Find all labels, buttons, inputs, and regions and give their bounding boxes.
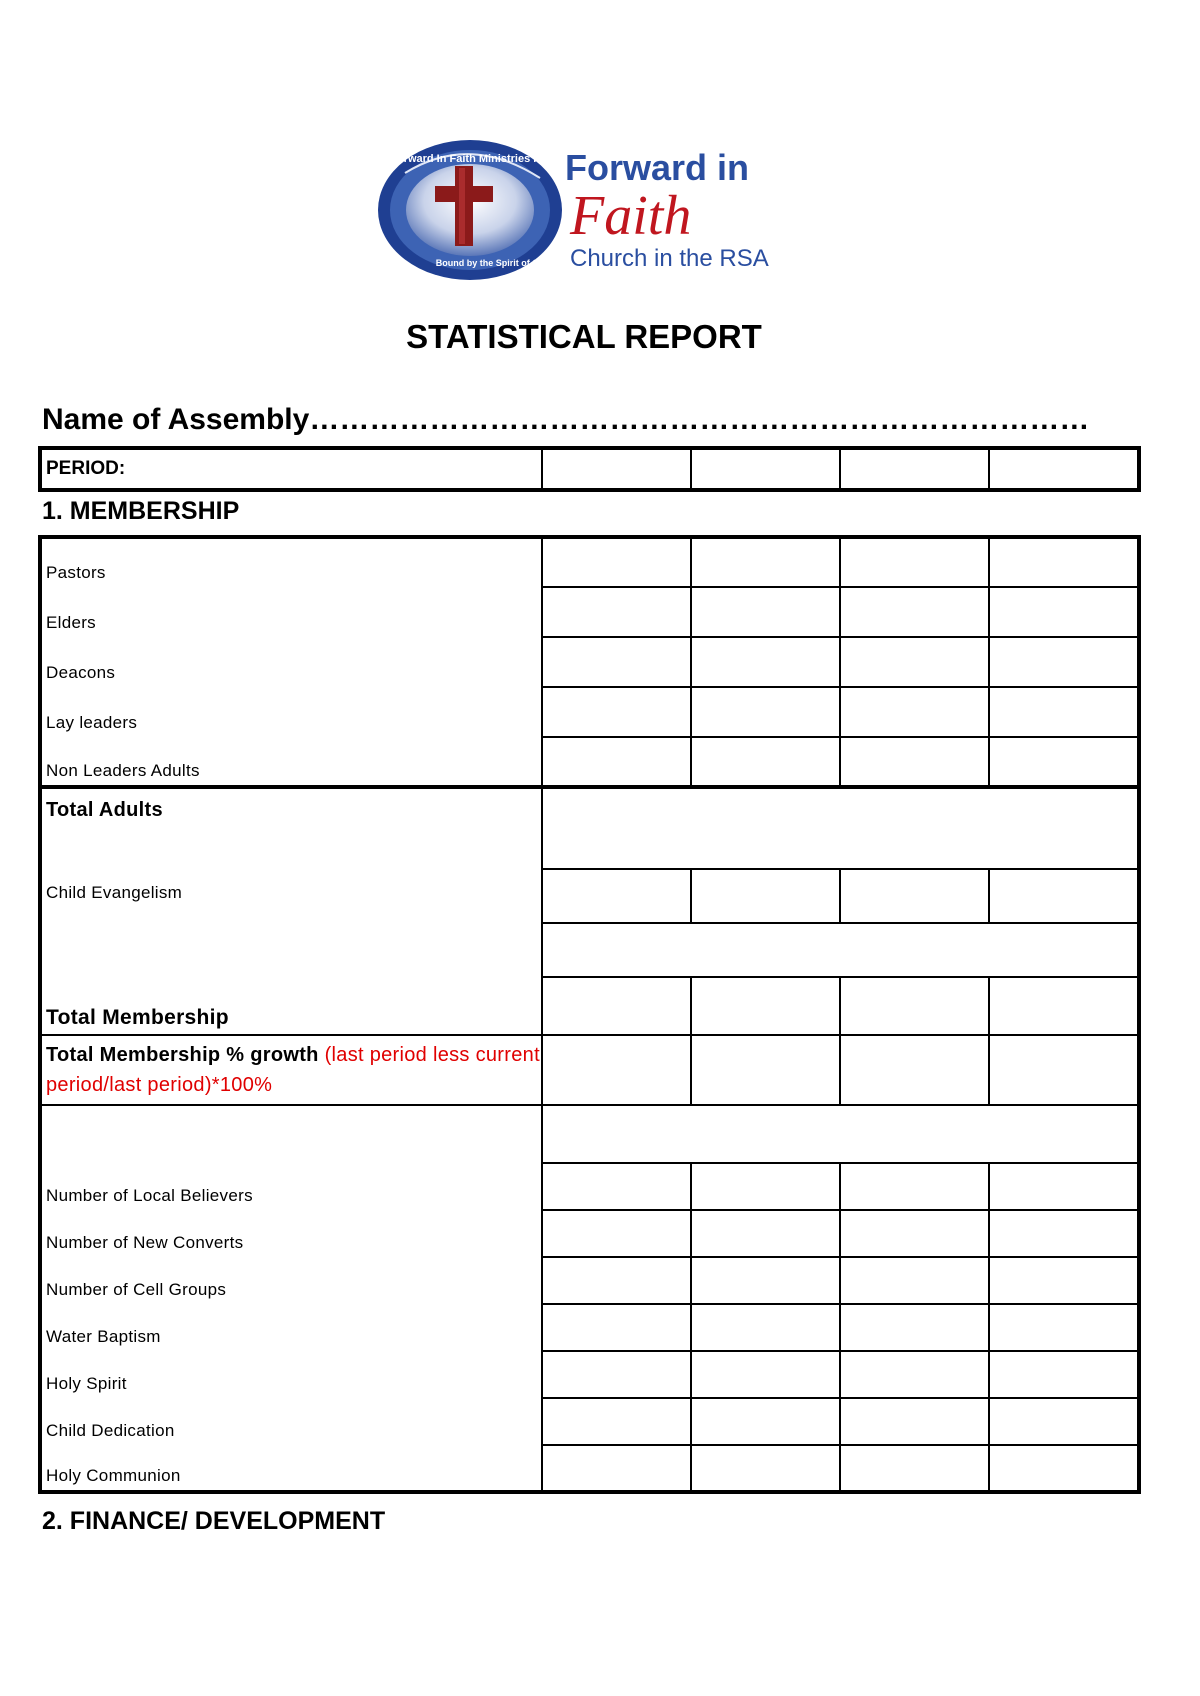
input-cell[interactable] bbox=[542, 1163, 691, 1210]
input-cell[interactable] bbox=[840, 1035, 989, 1105]
input-cell[interactable] bbox=[542, 737, 691, 787]
input-cell[interactable] bbox=[989, 537, 1139, 587]
input-cell[interactable] bbox=[840, 1445, 989, 1492]
input-cell[interactable] bbox=[840, 1398, 989, 1445]
input-cell[interactable] bbox=[691, 587, 840, 637]
blank-merged-cell[interactable] bbox=[542, 1105, 1139, 1163]
row-label-deacons: Deacons bbox=[40, 637, 542, 687]
row-label-pastors: Pastors bbox=[40, 537, 542, 587]
input-cell[interactable] bbox=[691, 1035, 840, 1105]
input-cell[interactable] bbox=[989, 869, 1139, 923]
input-cell[interactable] bbox=[840, 737, 989, 787]
input-cell[interactable] bbox=[840, 1163, 989, 1210]
input-cell[interactable] bbox=[542, 869, 691, 923]
row-label-water-baptism: Water Baptism bbox=[40, 1304, 542, 1351]
section-membership-heading: 1. MEMBERSHIP bbox=[42, 497, 240, 525]
growth-label: Total Membership % growth bbox=[46, 1044, 325, 1066]
period-label: PERIOD: bbox=[40, 448, 542, 490]
input-cell[interactable] bbox=[691, 977, 840, 1035]
input-cell[interactable] bbox=[989, 737, 1139, 787]
page-title: STATISTICAL REPORT bbox=[406, 318, 762, 355]
input-cell[interactable] bbox=[542, 1210, 691, 1257]
growth-formula: (last period less current period/last period)*100% bbox=[46, 1044, 540, 1096]
input-cell[interactable] bbox=[691, 1304, 840, 1351]
input-cell[interactable] bbox=[691, 687, 840, 737]
input-cell[interactable] bbox=[989, 977, 1139, 1035]
input-cell[interactable] bbox=[840, 1304, 989, 1351]
table-row bbox=[40, 1105, 1139, 1163]
table-row bbox=[40, 1210, 1139, 1257]
input-cell[interactable] bbox=[840, 977, 989, 1035]
table-row bbox=[40, 737, 1139, 787]
table-row bbox=[40, 977, 1139, 1035]
input-cell[interactable] bbox=[542, 537, 691, 587]
row-label-new-converts: Number of New Converts bbox=[40, 1210, 542, 1257]
input-cell[interactable] bbox=[542, 977, 691, 1035]
input-cell[interactable] bbox=[989, 1351, 1139, 1398]
table-row bbox=[40, 923, 1139, 977]
input-cell[interactable] bbox=[989, 1304, 1139, 1351]
table-row bbox=[40, 587, 1139, 637]
row-label-cell-groups: Number of Cell Groups bbox=[40, 1257, 542, 1304]
row-label-child-evangelism: Child Evangelism bbox=[40, 869, 542, 923]
input-cell[interactable] bbox=[542, 687, 691, 737]
period-cell-2[interactable] bbox=[691, 448, 840, 490]
input-cell[interactable] bbox=[989, 1163, 1139, 1210]
table-row bbox=[40, 1304, 1139, 1351]
logo-line1: Forward in bbox=[565, 147, 750, 188]
church-logo bbox=[375, 138, 815, 288]
logo-line2: Faith bbox=[570, 185, 692, 247]
row-label-child-dedication: Child Dedication bbox=[40, 1398, 542, 1445]
blank-merged-cell[interactable] bbox=[542, 923, 1139, 977]
table-row bbox=[40, 1398, 1139, 1445]
membership-table bbox=[38, 535, 1141, 1494]
input-cell[interactable] bbox=[840, 1257, 989, 1304]
table-row bbox=[40, 687, 1139, 737]
svg-text:Forward In Faith Ministries In: Forward In Faith Ministries Int. bbox=[390, 153, 550, 165]
total-adults-cell[interactable] bbox=[542, 787, 1139, 869]
table-row bbox=[40, 637, 1139, 687]
table-row bbox=[40, 1035, 1139, 1105]
assembly-name-field[interactable]: Name of Assembly…………………………………………………………………… bbox=[42, 403, 1090, 436]
table-row bbox=[40, 537, 1139, 587]
logo-line3: Church in the RSA bbox=[570, 245, 769, 272]
row-label-elders: Elders bbox=[40, 587, 542, 637]
table-row bbox=[40, 869, 1139, 923]
table-row bbox=[40, 1257, 1139, 1304]
input-cell[interactable] bbox=[989, 1035, 1139, 1105]
input-cell[interactable] bbox=[989, 587, 1139, 637]
period-cell-1[interactable] bbox=[542, 448, 691, 490]
input-cell[interactable] bbox=[691, 1257, 840, 1304]
input-cell[interactable] bbox=[691, 537, 840, 587]
row-label-holy-spirit: Holy Spirit bbox=[40, 1351, 542, 1398]
input-cell[interactable] bbox=[542, 1304, 691, 1351]
input-cell[interactable] bbox=[542, 587, 691, 637]
input-cell[interactable] bbox=[840, 1351, 989, 1398]
input-cell[interactable] bbox=[989, 1210, 1139, 1257]
input-cell[interactable] bbox=[691, 637, 840, 687]
row-label-non-leaders: Non Leaders Adults bbox=[40, 737, 542, 787]
row-label-total-adults: Total Adults bbox=[40, 787, 542, 869]
input-cell[interactable] bbox=[691, 869, 840, 923]
input-cell[interactable] bbox=[542, 1398, 691, 1445]
input-cell[interactable] bbox=[840, 537, 989, 587]
row-label-lay-leaders: Lay leaders bbox=[40, 687, 542, 737]
input-cell[interactable] bbox=[691, 1163, 840, 1210]
input-cell[interactable] bbox=[691, 1210, 840, 1257]
section-finance-heading: 2. FINANCE/ DEVELOPMENT bbox=[42, 1507, 386, 1535]
table-row bbox=[40, 1445, 1139, 1492]
input-cell[interactable] bbox=[989, 637, 1139, 687]
row-label-total-membership: Total Membership bbox=[40, 977, 542, 1035]
period-cell-3[interactable] bbox=[840, 448, 989, 490]
input-cell[interactable] bbox=[840, 637, 989, 687]
table-row bbox=[40, 787, 1139, 869]
table-row bbox=[40, 1351, 1139, 1398]
input-cell[interactable] bbox=[691, 1398, 840, 1445]
input-cell[interactable] bbox=[840, 869, 989, 923]
input-cell[interactable] bbox=[542, 1035, 691, 1105]
seal-emblem bbox=[378, 140, 562, 280]
input-cell[interactable] bbox=[691, 737, 840, 787]
input-cell[interactable] bbox=[542, 1351, 691, 1398]
input-cell[interactable] bbox=[691, 1351, 840, 1398]
input-cell[interactable] bbox=[542, 1445, 691, 1492]
input-cell[interactable] bbox=[989, 1445, 1139, 1492]
svg-text:Bound by the Spirit of God: Bound by the Spirit of God bbox=[435, 258, 551, 268]
row-label-local-believers: Number of Local Believers bbox=[40, 1163, 542, 1210]
table-row bbox=[40, 1163, 1139, 1210]
input-cell[interactable] bbox=[542, 637, 691, 687]
period-cell-4[interactable] bbox=[989, 448, 1139, 490]
input-cell[interactable] bbox=[989, 1257, 1139, 1304]
period-row bbox=[40, 448, 1139, 490]
input-cell[interactable] bbox=[840, 1210, 989, 1257]
input-cell[interactable] bbox=[542, 1257, 691, 1304]
row-label-blank bbox=[40, 1105, 542, 1163]
row-label-blank bbox=[40, 923, 542, 977]
input-cell[interactable] bbox=[840, 587, 989, 637]
input-cell[interactable] bbox=[840, 687, 989, 737]
period-table bbox=[38, 446, 1141, 492]
row-label-holy-communion: Holy Communion bbox=[40, 1445, 542, 1492]
input-cell[interactable] bbox=[989, 687, 1139, 737]
row-label-membership-growth bbox=[40, 1035, 542, 1105]
input-cell[interactable] bbox=[989, 1398, 1139, 1445]
input-cell[interactable] bbox=[691, 1445, 840, 1492]
